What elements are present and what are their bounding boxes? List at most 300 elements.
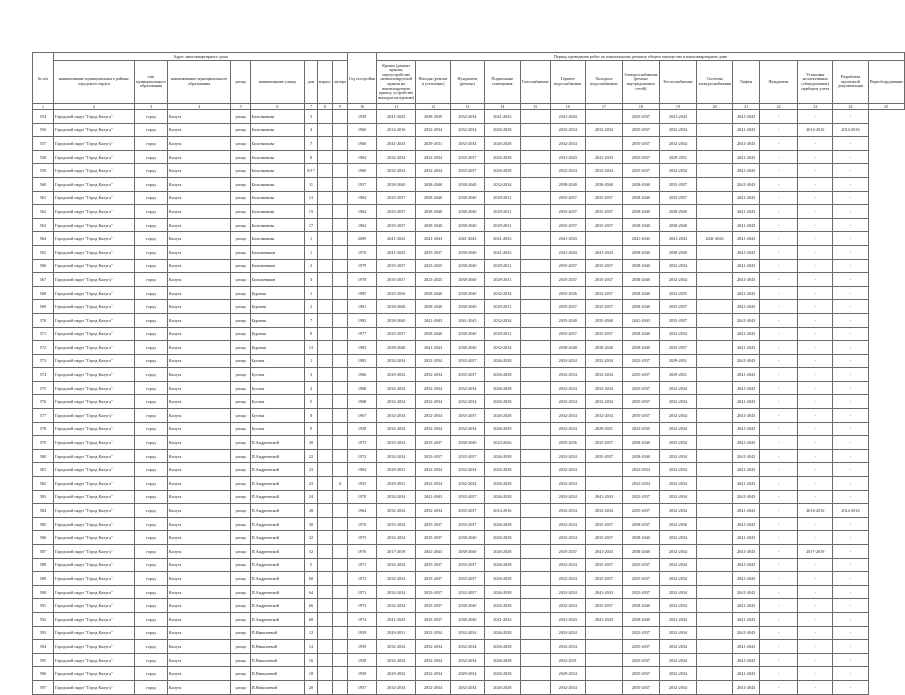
cell-lit bbox=[333, 381, 348, 395]
cell-period: - bbox=[833, 409, 868, 423]
header-cell: Горячее водоснабжение bbox=[550, 61, 585, 104]
cell-house: 7 bbox=[305, 313, 318, 327]
cell-period: 2038-2040 bbox=[622, 612, 659, 626]
cell-period: 2041-2043 bbox=[733, 110, 760, 124]
cell-period: - bbox=[760, 490, 798, 504]
cell-mo: Калуга bbox=[167, 667, 231, 681]
cell-period: 2035-2037 bbox=[659, 341, 696, 355]
cell-period: 2026-2028 bbox=[485, 463, 520, 477]
cell-period: 2035-2037 bbox=[550, 545, 585, 559]
cell-period: - bbox=[798, 422, 833, 436]
cell-street: Буровая bbox=[250, 341, 305, 355]
cell-period: 2026-2028 bbox=[485, 449, 520, 463]
cell-district: Городской округ "Город Калуга" bbox=[53, 680, 134, 694]
cell-period: 2029-2031 bbox=[659, 368, 696, 382]
cell-period bbox=[697, 327, 733, 341]
table-row bbox=[33, 273, 905, 287]
cell-period: - bbox=[760, 150, 798, 164]
cell-period: 2041-2043 bbox=[733, 381, 760, 395]
table-row bbox=[33, 150, 905, 164]
cell-k bbox=[317, 245, 332, 259]
header-number-cell: 19 bbox=[659, 104, 696, 110]
cell-period: 2032-2034 bbox=[659, 640, 696, 654]
cell-period: 2035-2037 bbox=[450, 490, 484, 504]
cell-k bbox=[317, 381, 332, 395]
cell-period: 2032-2034 bbox=[550, 409, 585, 423]
cell-year: 1962 bbox=[348, 218, 377, 232]
cell-street: Бутома bbox=[250, 422, 305, 436]
cell-period: 2041-2043 bbox=[733, 259, 760, 273]
header-cell: тип муниципального образования bbox=[135, 61, 168, 104]
cell-period bbox=[585, 653, 622, 667]
cell-year: 1983 bbox=[348, 341, 377, 355]
cell-period: 2041-2043 bbox=[585, 545, 622, 559]
cell-period: 2041-2043 bbox=[585, 612, 622, 626]
cell-district: Городской округ "Город Калуга" bbox=[53, 545, 134, 559]
cell-period: - bbox=[833, 612, 868, 626]
cell-period: - bbox=[760, 177, 798, 191]
cell-period: - bbox=[760, 422, 798, 436]
cell-type: город bbox=[135, 245, 168, 259]
cell-period: 2014-2016 bbox=[485, 504, 520, 518]
cell-period: - bbox=[760, 354, 798, 368]
cell-period: 2035-2037 bbox=[622, 368, 659, 382]
table-row bbox=[33, 653, 905, 667]
cell-lit bbox=[333, 232, 348, 246]
cell-k bbox=[317, 218, 332, 232]
cell-mo: Калуга bbox=[167, 286, 231, 300]
cell-n: 575 bbox=[33, 381, 54, 395]
cell-period: 2041-2043 bbox=[733, 653, 760, 667]
cell-house: 12 bbox=[305, 626, 318, 640]
cell-period: 2032-2034 bbox=[377, 164, 416, 178]
cell-period: 2035-2037 bbox=[585, 205, 622, 219]
cell-period: 2023-2025 bbox=[416, 259, 450, 273]
header-number-cell: 18 bbox=[622, 104, 659, 110]
cell-type: город bbox=[135, 409, 168, 423]
cell-mo: Калуга bbox=[167, 572, 231, 586]
cell-k bbox=[317, 164, 332, 178]
cell-district: Городской округ "Город Калуга" bbox=[53, 558, 134, 572]
cell-mo: Калуга bbox=[167, 218, 231, 232]
cell-period: 2032-2034 bbox=[450, 640, 484, 654]
cell-period: 2026-2028 bbox=[485, 572, 520, 586]
cell-period: 2032-2034 bbox=[550, 504, 585, 518]
cell-period: 2032-2034 bbox=[550, 599, 585, 613]
cell-lit bbox=[333, 341, 348, 355]
cell-period: 2032-2034 bbox=[550, 137, 585, 151]
cell-period: 2041-2043 bbox=[733, 327, 760, 341]
cell-period: 2032-2034 bbox=[550, 680, 585, 694]
cell-street: Болотникова bbox=[250, 137, 305, 151]
cell-type: город bbox=[135, 300, 168, 314]
cell-n: 554 bbox=[33, 110, 54, 124]
cell-st: улица bbox=[231, 599, 250, 613]
cell-st: улица bbox=[231, 477, 250, 491]
cell-period: - bbox=[798, 259, 833, 273]
cell-period: - bbox=[760, 368, 798, 382]
cell-period: 2041-2043 bbox=[733, 517, 760, 531]
cell-type: город bbox=[135, 436, 168, 450]
cell-period: 2032-2034 bbox=[659, 449, 696, 463]
cell-year: 1976 bbox=[348, 517, 377, 531]
cell-st: улица bbox=[231, 368, 250, 382]
cell-district: Городской округ "Город Калуга" bbox=[53, 259, 134, 273]
cell-period: - bbox=[760, 572, 798, 586]
cell-street: Бутома bbox=[250, 395, 305, 409]
cell-house: 9 bbox=[305, 422, 318, 436]
cell-st: улица bbox=[231, 110, 250, 124]
cell-year: 1958 bbox=[348, 422, 377, 436]
cell-period: 2029-2031 bbox=[485, 218, 520, 232]
cell-district: Городской округ "Город Калуга" bbox=[53, 653, 134, 667]
cell-period: 2014-2016 bbox=[833, 504, 868, 518]
header-number-cell: 11 bbox=[377, 104, 416, 110]
cell-house: 16 bbox=[305, 653, 318, 667]
cell-street: Бутома bbox=[250, 409, 305, 423]
cell-period: 2035-2037 bbox=[622, 585, 659, 599]
cell-period: 2038-2040 bbox=[450, 599, 484, 613]
cell-lit bbox=[333, 585, 348, 599]
cell-st: улица bbox=[231, 245, 250, 259]
cell-period bbox=[697, 667, 733, 681]
table-row bbox=[33, 286, 905, 300]
cell-period: 2026-2028 bbox=[485, 164, 520, 178]
cell-period: 2032-2034 bbox=[550, 477, 585, 491]
cell-period: - bbox=[798, 177, 833, 191]
cell-period bbox=[697, 259, 733, 273]
cell-period: 2029-2031 bbox=[377, 477, 416, 491]
cell-house: 5 bbox=[305, 558, 318, 572]
cell-n: 563 bbox=[33, 218, 54, 232]
cell-house: 23 bbox=[305, 463, 318, 477]
cell-n: 574 bbox=[33, 368, 54, 382]
table-row bbox=[33, 409, 905, 423]
table-row bbox=[33, 245, 905, 259]
cell-period: 2032-2034 bbox=[416, 477, 450, 491]
header-number-cell: 7 bbox=[305, 104, 318, 110]
cell-period: 2041-2043 bbox=[733, 626, 760, 640]
table-row bbox=[33, 667, 905, 681]
cell-period: 2035-2034 bbox=[659, 436, 696, 450]
cell-n: 585 bbox=[33, 517, 54, 531]
cell-period: - bbox=[760, 259, 798, 273]
header-cell: Крыша (ремонт крыши, переустройство невентилируемой крыши на вентилируемую крышу, устройство выходов на кровлю) bbox=[377, 61, 416, 104]
cell-period: 2014-2016 bbox=[798, 504, 833, 518]
cell-period bbox=[520, 245, 550, 259]
cell-period bbox=[520, 341, 550, 355]
cell-period bbox=[697, 409, 733, 423]
cell-st: улица bbox=[231, 626, 250, 640]
cell-period: 2035-2037 bbox=[659, 191, 696, 205]
header-cell: дом bbox=[305, 61, 318, 104]
header-number-cell: 2 bbox=[53, 104, 134, 110]
cell-n: 567 bbox=[33, 273, 54, 287]
cell-period: 2035-2037 bbox=[377, 191, 416, 205]
header-cell: Электроснабжение (ремонт внутридомовых сетей) bbox=[622, 61, 659, 104]
cell-period: - bbox=[760, 531, 798, 545]
cell-period: - bbox=[833, 667, 868, 681]
cell-period: 2035-2037 bbox=[377, 327, 416, 341]
header-group-row bbox=[33, 53, 905, 61]
cell-period: 2041-2043 bbox=[733, 680, 760, 694]
cell-n: 559 bbox=[33, 164, 54, 178]
cell-period: 2041-2043 bbox=[416, 490, 450, 504]
cell-year: 1973 bbox=[348, 599, 377, 613]
cell-district: Городской округ "Город Калуга" bbox=[53, 572, 134, 586]
cell-period: 2026-2028 bbox=[485, 667, 520, 681]
cell-house: 1 bbox=[305, 245, 318, 259]
cell-period bbox=[520, 232, 550, 246]
cell-k bbox=[317, 640, 332, 654]
cell-mo: Калуга bbox=[167, 395, 231, 409]
cell-period bbox=[697, 436, 733, 450]
cell-mo: Калуга bbox=[167, 422, 231, 436]
cell-period: 2032-2034 bbox=[659, 558, 696, 572]
cell-street: П.Андреевской bbox=[250, 504, 305, 518]
cell-period: - bbox=[760, 626, 798, 640]
cell-period: 2038-2040 bbox=[622, 273, 659, 287]
cell-period: 2029-2032 bbox=[377, 667, 416, 681]
cell-period: 2035-2037 bbox=[550, 191, 585, 205]
cell-period: 2041-2043 bbox=[733, 490, 760, 504]
cell-period: - bbox=[833, 599, 868, 613]
cell-period: 2035-2037 bbox=[450, 517, 484, 531]
cell-period: 2038-2040 bbox=[622, 599, 659, 613]
cell-period: 2029-2031 bbox=[485, 205, 520, 219]
cell-lit bbox=[333, 422, 348, 436]
cell-n: 595 bbox=[33, 653, 54, 667]
cell-period: - bbox=[833, 232, 868, 246]
cell-period bbox=[585, 667, 622, 681]
cell-period: 2035-2037 bbox=[585, 599, 622, 613]
cell-st: улица bbox=[231, 218, 250, 232]
cell-period: 2032-2034 bbox=[659, 531, 696, 545]
cell-house: 20 bbox=[305, 680, 318, 694]
cell-mo: Калуга bbox=[167, 327, 231, 341]
cell-period: - bbox=[760, 273, 798, 287]
cell-n: 596 bbox=[33, 667, 54, 681]
cell-period: 2032-2034 bbox=[450, 381, 484, 395]
cell-street: Буровая bbox=[250, 286, 305, 300]
cell-period: 2035-2040 bbox=[585, 313, 622, 327]
cell-period: - bbox=[833, 218, 868, 232]
cell-k bbox=[317, 436, 332, 450]
cell-district: Городской округ "Город Калуга" bbox=[53, 354, 134, 368]
cell-year: 1985 bbox=[348, 354, 377, 368]
cell-period: 2038-2040 bbox=[450, 612, 484, 626]
cell-period: 2041-2043 bbox=[659, 110, 696, 124]
cell-period: 2041-2043 bbox=[733, 612, 760, 626]
cell-district: Городской округ "Город Калуга" bbox=[53, 381, 134, 395]
cell-period: 2035-2037 bbox=[585, 558, 622, 572]
cell-mo: Калуга bbox=[167, 313, 231, 327]
cell-period bbox=[697, 341, 733, 355]
cell-period: 2041-2043 bbox=[733, 422, 760, 436]
cell-k bbox=[317, 205, 332, 219]
cell-period: 2032-2034 bbox=[416, 653, 450, 667]
cell-period: 2017-2019 bbox=[377, 545, 416, 559]
cell-period: 2029-2032 bbox=[377, 368, 416, 382]
cell-street: Болотникова bbox=[250, 123, 305, 137]
cell-st: улица bbox=[231, 463, 250, 477]
cell-period bbox=[697, 205, 733, 219]
cell-period bbox=[520, 381, 550, 395]
cell-district: Городской округ "Город Калуга" bbox=[53, 368, 134, 382]
cell-st: улица bbox=[231, 232, 250, 246]
cell-period: 2026-2028 bbox=[485, 381, 520, 395]
cell-period bbox=[520, 545, 550, 559]
cell-type: город bbox=[135, 395, 168, 409]
cell-period: - bbox=[760, 436, 798, 450]
cell-period: 2032-2034 bbox=[550, 531, 585, 545]
cell-period: 2035-2037 bbox=[416, 572, 450, 586]
cell-type: город bbox=[135, 449, 168, 463]
cell-period: - bbox=[798, 463, 833, 477]
cell-period: 2032-2034 bbox=[377, 449, 416, 463]
cell-period: 2035-2037 bbox=[550, 205, 585, 219]
cell-st: улица bbox=[231, 653, 250, 667]
cell-period: 2041-2043 bbox=[733, 531, 760, 545]
cell-period: 2032-2034 bbox=[416, 463, 450, 477]
cell-period bbox=[697, 463, 733, 477]
cell-period: 2041-2043 bbox=[622, 232, 659, 246]
cell-period: 2032-2034 bbox=[585, 368, 622, 382]
cell-n: 588 bbox=[33, 558, 54, 572]
cell-district: Городской округ "Город Калуга" bbox=[53, 477, 134, 491]
cell-period: - bbox=[798, 572, 833, 586]
cell-period: - bbox=[833, 395, 868, 409]
cell-type: город bbox=[135, 286, 168, 300]
cell-period: 2041-2043 bbox=[659, 232, 696, 246]
cell-lit bbox=[333, 409, 348, 423]
cell-period bbox=[520, 517, 550, 531]
cell-n: 594 bbox=[33, 640, 54, 654]
cell-lit bbox=[333, 205, 348, 219]
table-row bbox=[33, 531, 905, 545]
cell-k bbox=[317, 558, 332, 572]
cell-period: - bbox=[833, 545, 868, 559]
cell-k bbox=[317, 545, 332, 559]
cell-period: - bbox=[798, 150, 833, 164]
cell-house: 30 bbox=[305, 517, 318, 531]
cell-period bbox=[697, 395, 733, 409]
cell-period: - bbox=[798, 191, 833, 205]
cell-period: 2041-2043 bbox=[733, 504, 760, 518]
cell-st: улица bbox=[231, 177, 250, 191]
cell-type: город bbox=[135, 490, 168, 504]
cell-period: - bbox=[798, 680, 833, 694]
cell-k bbox=[317, 667, 332, 681]
cell-period: 2029-2031 bbox=[485, 191, 520, 205]
cell-period: - bbox=[760, 504, 798, 518]
cell-period: - bbox=[760, 477, 798, 491]
cell-period: - bbox=[798, 640, 833, 654]
cell-lit bbox=[333, 463, 348, 477]
cell-period: 2032-2034 bbox=[585, 123, 622, 137]
cell-type: город bbox=[135, 259, 168, 273]
cell-period: 2041-2043 bbox=[733, 218, 760, 232]
cell-period bbox=[520, 327, 550, 341]
cell-period: 2038-2040 bbox=[622, 191, 659, 205]
cell-year: 1964 bbox=[348, 504, 377, 518]
cell-period: - bbox=[760, 449, 798, 463]
cell-period: 2035-2037 bbox=[622, 409, 659, 423]
cell-period: 2035-2037 bbox=[450, 368, 484, 382]
cell-period: 2041-2043 bbox=[550, 110, 585, 124]
cell-period: - bbox=[833, 245, 868, 259]
cell-period: 2038-2040 bbox=[450, 191, 484, 205]
cell-period bbox=[520, 436, 550, 450]
cell-n: 586 bbox=[33, 531, 54, 545]
cell-type: город bbox=[135, 205, 168, 219]
cell-st: улица bbox=[231, 504, 250, 518]
cell-period: - bbox=[833, 381, 868, 395]
cell-house: 7 bbox=[305, 137, 318, 151]
cell-k bbox=[317, 232, 332, 246]
cell-lit bbox=[333, 110, 348, 124]
cell-period: - bbox=[833, 477, 868, 491]
header-number-cell: 16 bbox=[550, 104, 585, 110]
cell-period: - bbox=[760, 545, 798, 559]
cell-period: 2035-2037 bbox=[585, 259, 622, 273]
cell-st: улица bbox=[231, 150, 250, 164]
cell-period: 2032-2034 bbox=[659, 572, 696, 586]
cell-period: 2023-2025 bbox=[416, 273, 450, 287]
table-row bbox=[33, 205, 905, 219]
cell-period: 2032-2034 bbox=[550, 626, 585, 640]
cell-lit bbox=[333, 517, 348, 531]
cell-type: город bbox=[135, 517, 168, 531]
cell-period bbox=[585, 463, 622, 477]
cell-lit bbox=[333, 177, 348, 191]
cell-period: - bbox=[833, 558, 868, 572]
cell-district: Городской округ "Город Калуга" bbox=[53, 164, 134, 178]
cell-period: 2038-2040 bbox=[450, 545, 484, 559]
cell-period: 2032-2034 bbox=[585, 381, 622, 395]
cell-lit bbox=[333, 164, 348, 178]
cell-period: 2032-2034 bbox=[450, 653, 484, 667]
cell-mo: Калуга bbox=[167, 626, 231, 640]
cell-street: П.Андреевской bbox=[250, 517, 305, 531]
table-row bbox=[33, 599, 905, 613]
cell-period: 2035-2037 bbox=[550, 218, 585, 232]
table-row bbox=[33, 110, 905, 124]
cell-period: 2038-2040 bbox=[450, 259, 484, 273]
cell-period: 2014-2016 bbox=[377, 123, 416, 137]
cell-period: 2041-2043 bbox=[733, 368, 760, 382]
cell-mo: Калуга bbox=[167, 368, 231, 382]
cell-period: - bbox=[760, 232, 798, 246]
cell-period: 2041-2043 bbox=[733, 191, 760, 205]
cell-house: 24 bbox=[305, 490, 318, 504]
cell-period: 2032-2034 bbox=[416, 626, 450, 640]
table-row bbox=[33, 477, 905, 491]
cell-st: улица bbox=[231, 449, 250, 463]
cell-period: 2041-2043 bbox=[733, 245, 760, 259]
cell-period bbox=[697, 218, 733, 232]
cell-district: Городской округ "Город Калуга" bbox=[53, 191, 134, 205]
cell-period: 2032-2034 bbox=[416, 123, 450, 137]
cell-period: - bbox=[798, 517, 833, 531]
cell-period: - bbox=[760, 381, 798, 395]
cell-period: 2038-2040 bbox=[416, 300, 450, 314]
cell-type: город bbox=[135, 558, 168, 572]
cell-period bbox=[697, 273, 733, 287]
cell-year: 1959 bbox=[348, 110, 377, 124]
cell-n: 597 bbox=[33, 680, 54, 694]
cell-lit bbox=[333, 653, 348, 667]
